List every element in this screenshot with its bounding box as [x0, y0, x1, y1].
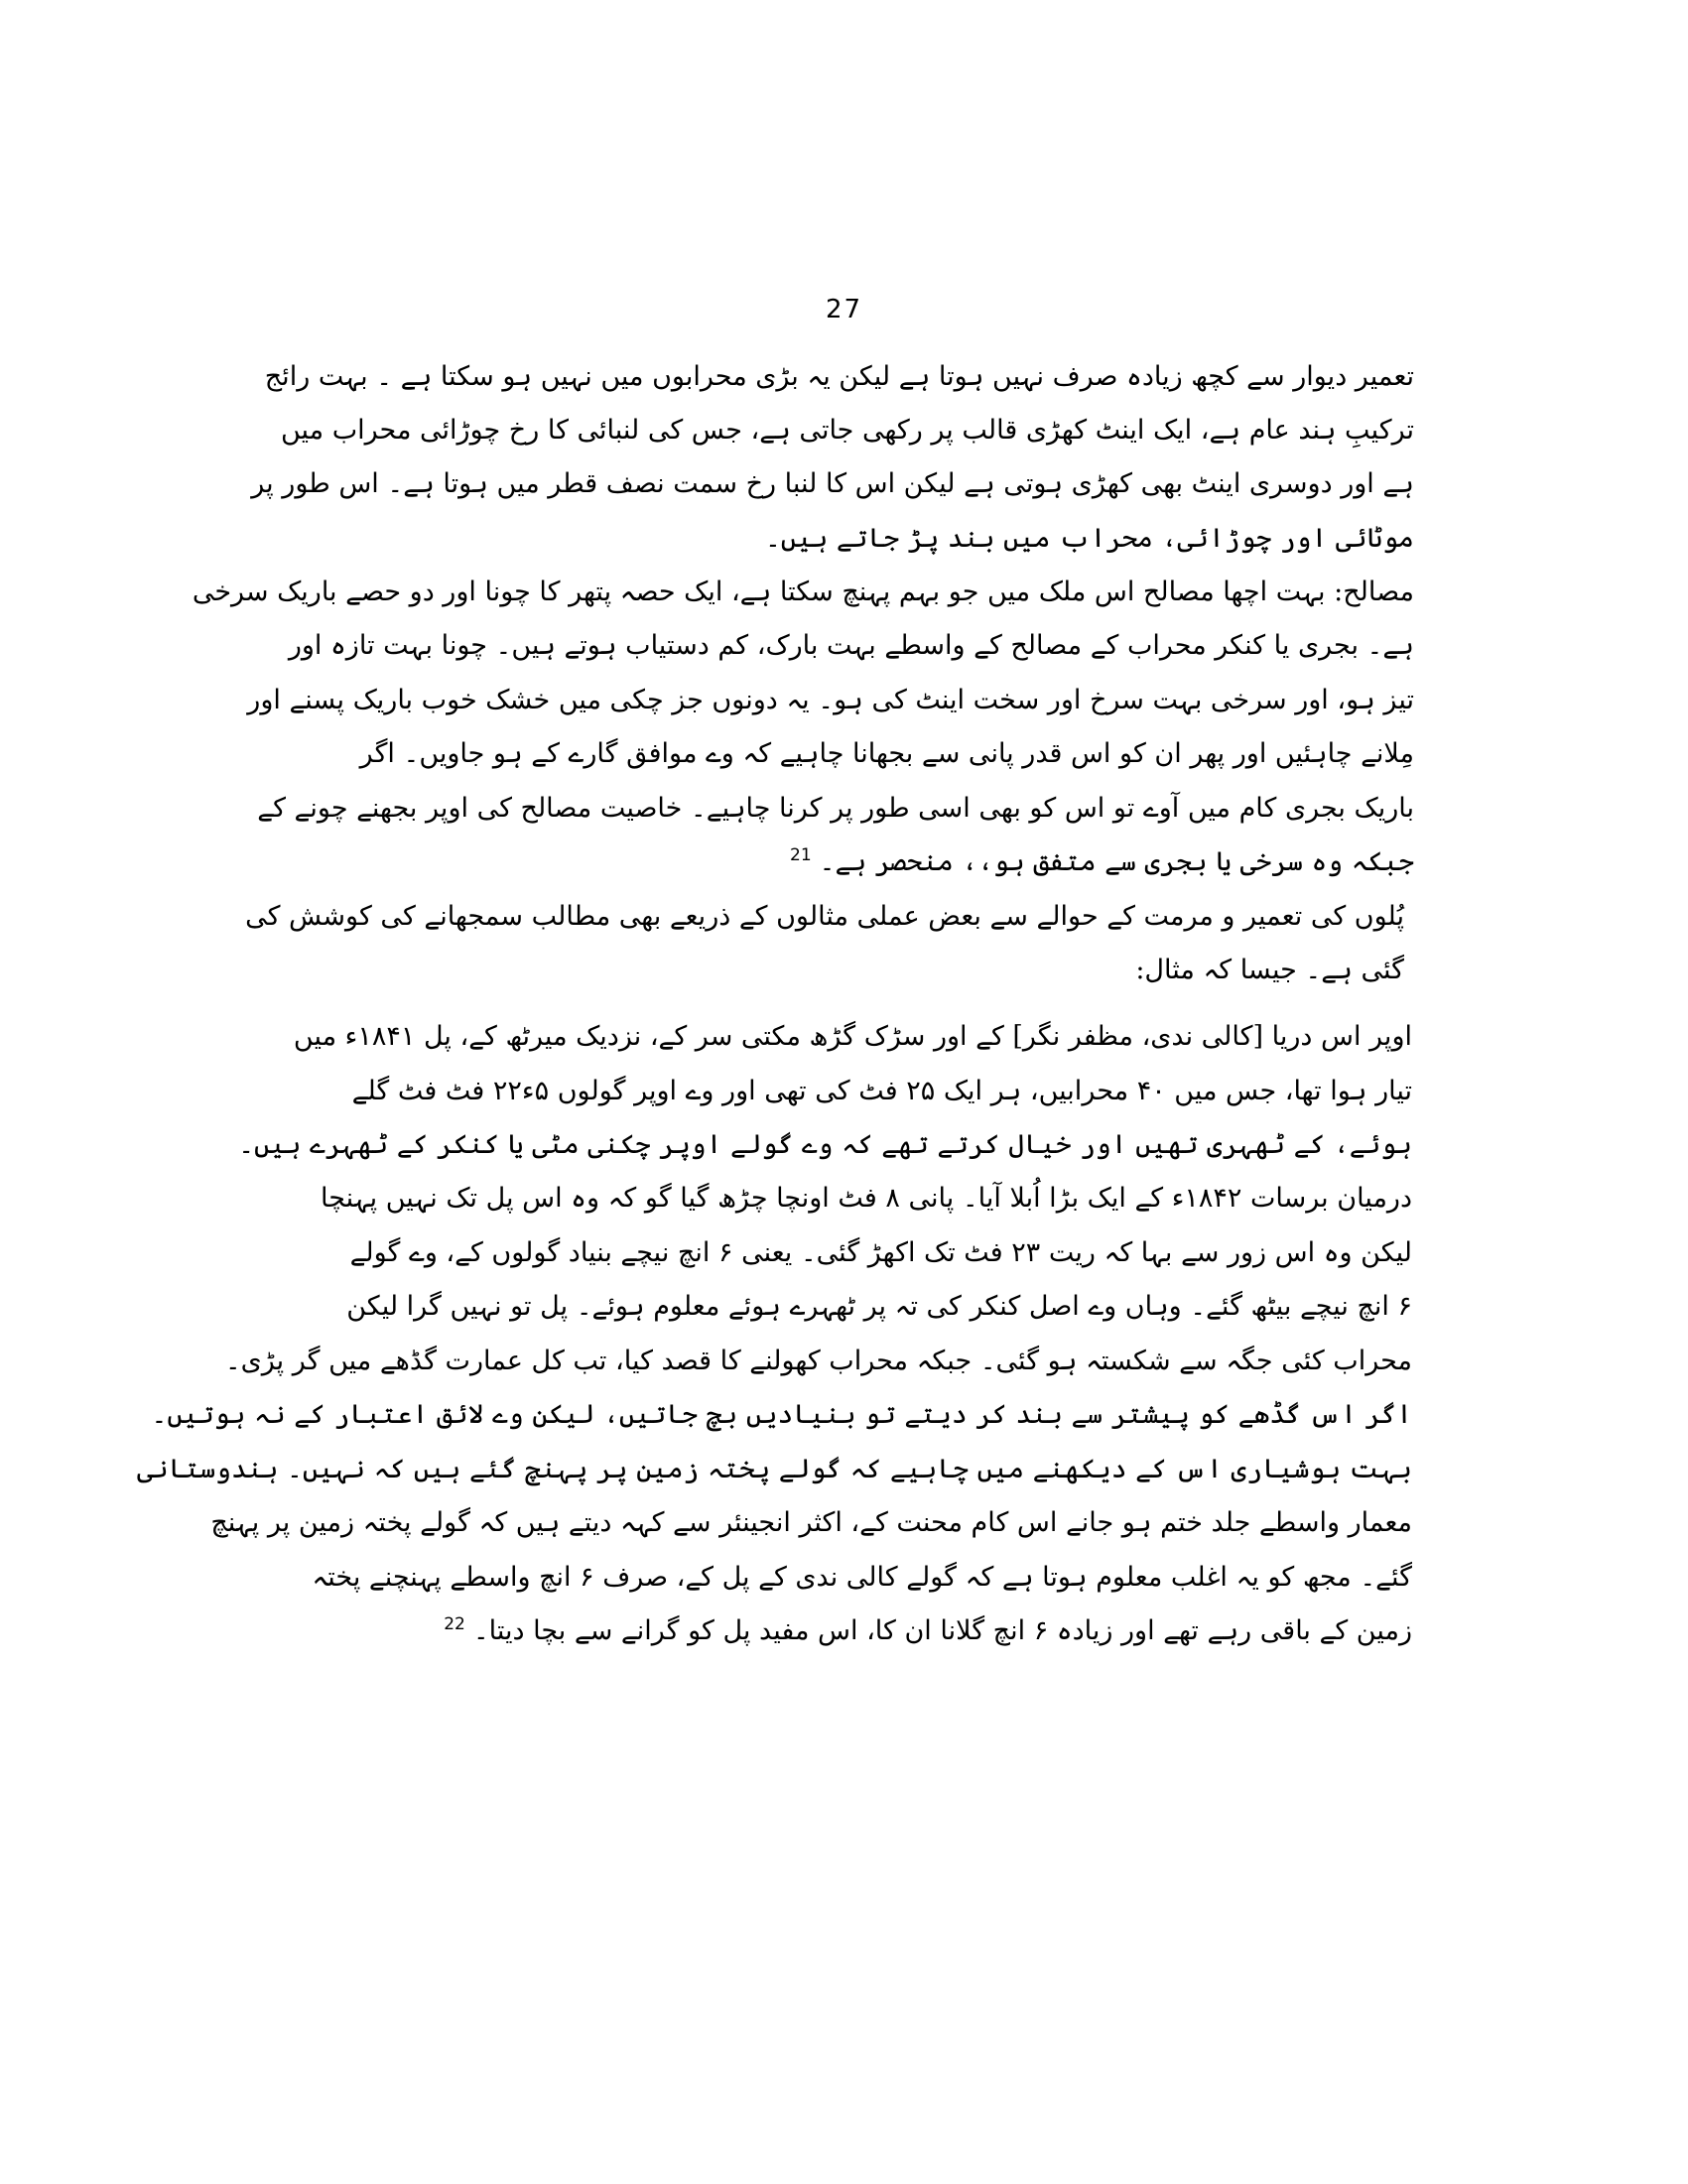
- quote-line: گئے۔ مجھ کو یہ اغلب معلوم ہوتا ہے کہ گولے کالی ندی کے پل کے، صرف ۶ انچ واسطے پہنچنے پختہ: [312, 1562, 1412, 1593]
- text-line-content: جبکہ وہ سرخی یا بجری سے متفق ہو،، منحصر ہے۔: [819, 846, 1414, 877]
- narrative-line: پُلوں کی تعمیر و مرمت کے حوالے سے بعض عملی مثالوں کے ذریعے بھی مطالب سمجھانے کی کوشش کی: [245, 901, 1404, 932]
- footnote-marker: 22: [444, 1614, 465, 1634]
- page-number: 27: [825, 295, 863, 324]
- text-line: ہے اور دوسری اینٹ بھی کھڑی ہوتی ہے لیکن اس کا لنبا رخ سمت نصف قطر میں ہوتا ہے۔ اس طور پر: [251, 468, 1414, 499]
- quote-line: معمار واسطے جلد ختم ہو جانے اس کام محنت کے، اکثر انجینئر سے کہہ دیتے ہیں کہ گولے پختہ زمین پر پہنچ: [210, 1507, 1412, 1538]
- narrative-line: گئی ہے۔ جیسا کہ مثال:: [1135, 955, 1404, 985]
- quote-line: ہوئے، کے ٹھہری تھیں اور خیال کرتے تھے کہ وے گولے اوپر چکنی مٹی یا کنکر کے ٹھہرے ہیں۔: [238, 1129, 1412, 1160]
- footnote-marker: 21: [790, 845, 812, 865]
- quote-line: اوپر اس دریا [کالی ندی، مظفر نگر] کے اور سڑک گڑھ مکتی سر کے، نزدیک میرٹھ کے، پل ۱۸۴۱ء میں: [293, 1021, 1412, 1052]
- text-line: تعمیر دیوار سے کچھ زیادہ صرف نہیں ہوتا ہے لیکن یہ بڑی محرابوں میں نہیں ہو سکتا ہے ۔ بہت رائج: [264, 361, 1414, 392]
- text-line: تیز ہو، اور سرخی بہت سرخ اور سخت اینٹ کی ہو۔ یہ دونوں جز چکی میں خشک خوب باریک پسنے اور: [247, 685, 1414, 715]
- text-line: مِلانے چاہئیں اور پھر ان کو اس قدر پانی سے بجھانا چاہیے کہ وے موافق گارے کے ہو جاویں۔ اگر: [359, 738, 1414, 769]
- quote-line: ۶ انچ نیچے بیٹھ گئے۔ وہاں وے اصل کنکر کی تہ پر ٹھہرے ہوئے معلوم ہوئے۔ پل تو نہیں گرا لیکن: [346, 1291, 1412, 1322]
- quote-line: اگر اس گڈھے کو پیشتر سے بند کر دیتے تو بنیادیں بچ جاتیں، لیکن وے لائق اعتبار کے نہ ہوتیں۔: [151, 1399, 1412, 1430]
- quote-line: تیار ہوا تھا، جس میں ۴۰ محرابیں، ہر ایک ۲۵ فٹ کی تھی اور وے اوپر گولوں ۵ء۲۲ فٹ فٹ گلے: [351, 1076, 1412, 1106]
- text-line: مصالح: بہت اچھا مصالح اس ملک میں جو بہم پہنچ سکتا ہے، ایک حصہ پتھر کا چونا اور دو حصے باریک سرخی: [192, 577, 1414, 607]
- text-line: باریک بجری کام میں آوے تو اس کو بھی اسی طور پر کرنا چاہیے۔ خاصیت مصالح کی اوپر بجھنے چونے کے: [257, 793, 1414, 824]
- quote-line: بہت ہوشیاری اس کے دیکھنے میں چاہیے کہ گولے پختہ زمین پر پہنچ گئے ہیں کہ نہیں۔ ہندوستانی: [137, 1454, 1412, 1484]
- quote-line-with-footnote: [273, 1611, 1412, 1651]
- text-line-content: زمین کے باقی رہے تھے اور زیادہ ۶ انچ گلانا ان کا، اس مفید پل کو گرانے سے بچا دیتا۔: [472, 1615, 1412, 1646]
- text-line: موٹائی اور چوڑائی، محراب میں بند پڑ جاتے ہیں۔: [764, 523, 1414, 554]
- quote-line: درمیان برسات ۱۸۴۲ء کے ایک بڑا اُبلا آیا۔ پانی ۸ فٹ اونچا چڑھ گیا گو کہ وہ اس پل تک نہیں پہنچا: [320, 1183, 1412, 1214]
- text-line: ترکیبِ ہند عام ہے، ایک اینٹ کھڑی قالب پر رکھی جاتی ہے، جس کی لنبائی کا رخ چوڑائی محراب میں: [280, 415, 1414, 446]
- quote-line: لیکن وہ اس زور سے بہا کہ ریت ۲۳ فٹ تک اکھڑ گئی۔ یعنی ۶ انچ نیچے بنیاد گولوں کے، وے گولے: [349, 1237, 1412, 1268]
- text-line: ہے۔ بجری یا کنکر محراب کے مصالح کے واسطے بہت بارک، کم دستیاب ہوتے ہیں۔ چونا بہت تازہ اور: [288, 630, 1414, 661]
- quote-line: محراب کئی جگہ سے شکستہ ہو گئی۔ جبکہ محراب کھولنے کا قصد کیا، تب کل عمارت گڈھے میں گر پڑی۔: [224, 1346, 1412, 1376]
- text-line-with-footnote: [273, 842, 1414, 882]
